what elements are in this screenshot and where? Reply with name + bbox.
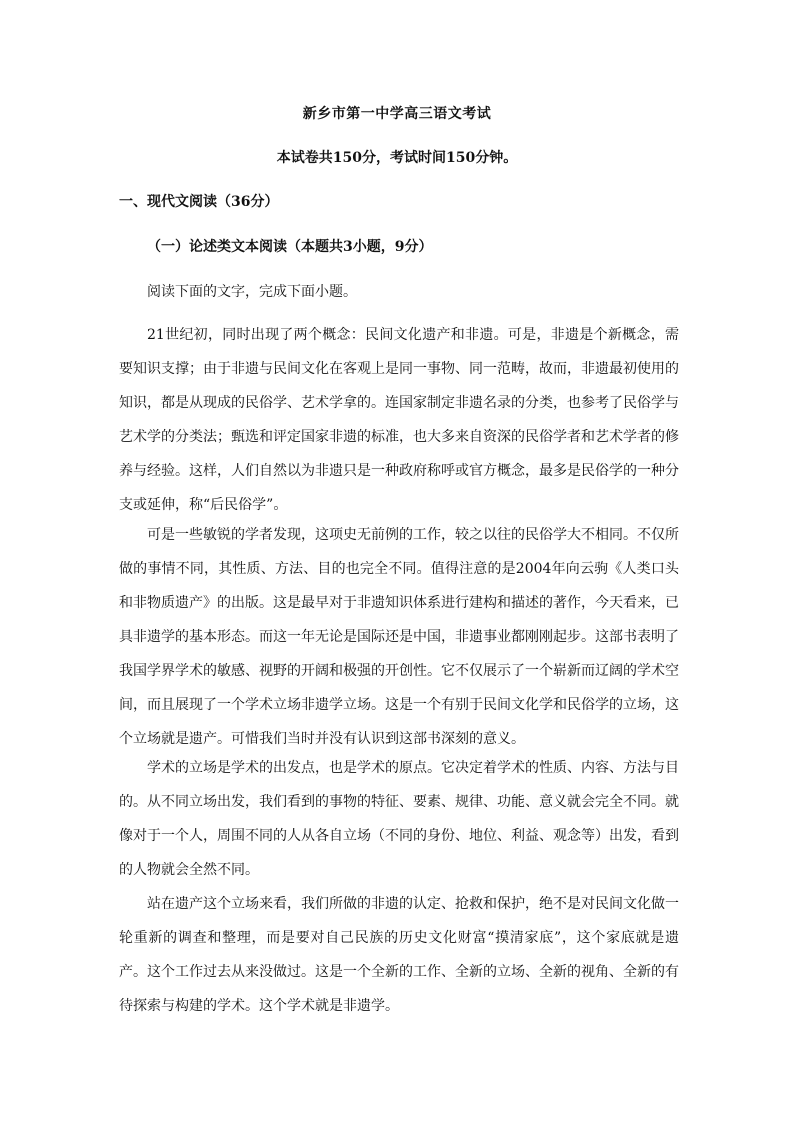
reading-instruction: 阅读下面的文字，完成下面小题。 [147,284,357,300]
exam-subtitle: 本试卷共150分，考试时间150分钟。 [276,150,518,166]
section-heading: 一、现代文阅读（36分） [119,194,279,210]
paragraph-4: 站在遗产这个立场来看，我们所做的非遗的认定、抢救和保护，绝不是对民间文化做一轮重新的调查和整理，而是要对自己民族的历史文化财富“摸清家底”，这个家底就是遗产。这个工作过去从来没做过。这是一个全新的工作、全新的立场、全新的视角、全新的有待探索与构建的学术。这个学术就是非遗学。 [119,896,679,1014]
paragraph-1: 21世纪初，同时出现了两个概念：民间文化遗产和非遗。可是，非遗是个新概念，需要知识支撑；由于非遗与民间文化在客观上是同一事物、同一范畴，故而，非遗最初使用的知识，都是从现成的民俗学、艺术学拿的。连国家制定非遗名录的分类，也参考了民俗学与艺术学的分类法；甄选和评定国家非遗的标准，也大多来自资深的民俗学者和艺术学者的修养与经验。这样，人们自然以为非遗只是一种政府称呼或官方概念，最多是民俗学的一种分支或延伸，称“后民俗学”。 [119,327,679,513]
paragraph-3: 学术的立场是学术的出发点，也是学术的原点。它决定着学术的性质、内容、方法与目的。从不同立场出发，我们看到的事物的特征、要素、规律、功能、意义就会完全不同。就像对于一个人，周围不同的人从各自立场（不同的身份、地位、利益、观念等）出发，看到的人物就会全然不同。 [119,760,679,878]
exam-title: 新乡市第一中学高三语文考试 [302,106,492,122]
subsection-heading: （一）论述类文本阅读（本题共3小题，9分） [147,239,433,255]
paragraph-2: 可是一些敏锐的学者发现，这项史无前例的工作，较之以往的民俗学大不相同。不仅所做的事情不同，其性质、方法、目的也完全不同。值得注意的是2004年向云驹《人类口头和非物质遗产》的出版。这是最早对于非遗知识体系进行建构和描述的著作，今天看来，已具非遗学的基本形态。而这一年无论是国际还是中国，非遗事业都刚刚起步。这部书表明了我国学界学术的敏感、视野的开阔和极强的开创性。它不仅展示了一个崭新而辽阔的学术空间，而且展现了一个学术立场非遗学立场。这是一个有别于民间文化学和民俗学的立场，这个立场就是遗产。可惜我们当时并没有认识到这部书深刻的意义。 [119,527,679,747]
